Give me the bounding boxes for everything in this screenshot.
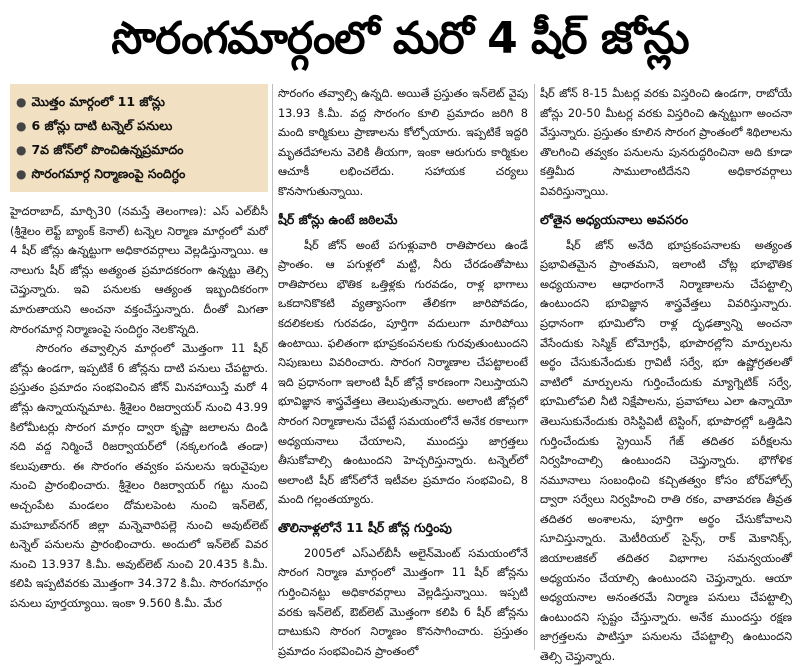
bullet-icon: ● <box>16 167 27 181</box>
paragraph: 2005లో ఎస్ఎల్‌బీసీ అలైన్‌మెంట్ సమయంలోనే సొరంగ నిర్మాణ మార్గంలో మొత్తంగా 11 షీర్ జోన్లను గుర్తించినట్టు అధికారవర్గాలు వెల్లడిస్తున్నాయి. ఇప్పటి వరకు ఇన్‌లెట్, ఔట్‌లెట్ మొత్తంగా కలిపి 6 షీర్ జోన్లను దాటుకుని సొరంగ నిర్మాణం కొనసాగించారు. ప్రస్తుతం ప్రమాదం సంభవించిన ప్రాంతంలో <box>278 546 528 658</box>
bullet-icon: ● <box>16 143 27 157</box>
headline: సొరంగమార్గంలో మరో 4 షీర్ జోన్లు <box>111 13 689 64</box>
highlight-item: ● మొత్తం మార్గంలో 11 జోన్లు <box>16 90 262 114</box>
paragraph: షీర్ జోన్ 8-15 మీటర్ల వరకు విస్తరించి ఉండగా, రాబోయే జోన్లు 20-50 మీటర్ల వరకు విస్తరించి ఉన్నట్టుగా అంచనా వేస్తున్నారు. ప్రస్తుతం కూలిన సొరంగ ప్రాంతంలో శిథిలాలను తొలగించి తవ్వకం పనులను పునరుద్ధరించినా అది కూడా కత్తిమీద సాములాంటిదేనని అధికారవర్గాలు వివరిస్తున్నాయి. <box>540 87 792 198</box>
paragraph: షీర్ జోన్ అనేది భూప్రకంపనాలకు అత్యంత ప్రభావితమైన ప్రాంతమని, ఇలాంటి చోట్ల భూభౌతిక అధ్యయనాల ఆధారంగానే నిర్మాణాలను చేపట్టాల్సి ఉంటుందని భూవిజ్ఞాన శాస్త్రవేత్తలు వివరిస్తున్నారు. ప్రధానంగా భూమిలోని రాళ్ల దృఢత్వాన్ని అంచనా వేసేందుకు సెస్మిక్ టోమోగ్రఫీ, భూపొరల్లోని మార్పులను అర్థం చేసుకునేందుకు గ్రావిటీ సర్వే, భూ ఉష్ణోగ్రతలతో వాటిలో మార్పులను గుర్తించేందుకు మ్యాగ్నెటిక్ సర్వే, భూమిలోపలి నీటి నిక్షేపాలను, ప్రవాహాలు ఎలా ఉన్నాయో తెలుసుకునేందుకు రెసిస్టివిటీ టెస్టింగ్, భూపొరల్లో ఒత్తిడిని గుర్తించేందుకు స్ట్రెయిన్ గేజ్ తదితర పరీక్షలను నిర్వహించాల్సి ఉంటుందని చెప్తున్నారు. భౌగోళిక నమూనాలు సంబంధించి కచ్చితత్వం కోసం బోర్‌హోల్స్ ద్వారా సర్వేలు నిర్వహించి రాతి రకం, వాతావరణ తీవ్రత తదితర అంశాలను, పూర్తిగా అర్థం చేసుకోవాలని సూచిస్తున్నారు. మెటీరియల్ సైన్స్, రాక్ మెకానిక్స్, జియాలజికల్ తదితర విభాగాల సమన్వయంతో అధ్యయనం చేయాల్సి ఉంటుందని చెప్తున్నారు. ఆయా అధ్యయనాల అనంతరమే నిర్మాణ పనులు చేపట్టాల్సి ఉంటుందని స్పష్టం చేస్తున్నారు. అనేక ముందస్తు రక్షణ జాగ్రత్తలను పాటిస్తూ పనులను చేపట్టాల్సి ఉంటుందని తెల్సి చెప్తున్నారు. <box>540 238 792 664</box>
subheading: తొలినాళ్లలోనే 11 షీర్ జోన్ల గుర్తింపు <box>278 519 452 535</box>
paragraph: షీర్ జోన్ అంటే పగుళ్లువారి రాతిపొరలు ఉండే ప్రాంతం. ఆ పగుళ్లలో మట్టి, నీరు చేరడంతోపాటు రాతిపొరలు భౌతిక ఒత్తిళ్లకు గురవడం, రాళ్ల భాగాలు ఒకదానికొకటి వ్యత్యాసంగా తేలికగా జారిపోవడం, కదలికలకు గురవడం, పూర్తిగా వదులుగా మారిపోయి ఉంటాయి. ఫలితంగా భూప్రకంపనలకు గురవుతుంటుందని నిపుణులు వివరించారు. సొరంగ నిర్మాణాల చేపట్టాలంటే ఇది ప్రధానంగా ఇలాంటి షీర్ జోన్లే కారణంగా నిలుస్తాయని భూవిజ్ఞాన శాస్త్రవేత్తలు తెలుపుతున్నారు. అలాంటి జోన్లలో సొరంగ నిర్మాణాలను చేపట్టే సమయంలోనే అనేక రకాలుగా అధ్యయనాలు చేయాలని, ముందస్తు జాగ్రత్తలు తీసుకోవాల్సి ఉంటుందని హెచ్చరిస్తున్నారు. టన్నెల్‌లో అలాంటి షీర్ జోన్‌లోనే ఇటీవల ప్రమాదం సంభవించి, 8 మంది గల్లంతయ్యారు. <box>278 238 528 507</box>
highlights-box <box>10 84 268 192</box>
highlight-item: ● 7వ జోన్‌లో పొంచిఉన్నప్రమాదం <box>16 138 262 162</box>
article-column-2 <box>278 84 528 658</box>
article-column-3 <box>540 84 792 664</box>
paragraph: సొరంగం తవ్వాల్సి ఉన్నది. అయితే ప్రస్తుతం ఇన్‌లెట్ వైపు 13.93 కి.మీ. వద్ద సొరంగం కూలి ప్రమాదం జరిగి 8 మంది కార్మికులు ప్రాణాలను కోల్పోయారు. ఇప్పటికే ఇద్దరి మృతదేహాలను వెలికి తీయగా, ఇంకా ఆరుగురు కార్మికుల ఆచూకీ లభించలేదు. సహాయక చర్యలు కొనసాగుతున్నాయి. <box>278 87 528 198</box>
bullet-icon: ● <box>16 119 27 133</box>
subheading: షీర్ జోన్లు ఉంటే జఠిలమే <box>278 211 398 227</box>
column-divider <box>534 84 535 650</box>
paragraph: హైదరాబాద్, మార్చి30 (నమస్తే తెలంగాణ): ఎస్ ఎల్‌బీసీ (శ్రీశైలం లెఫ్ట్ బ్యాంక్ కెనాల్) టన్నెల నిర్మాణ మార్గంలో మరో 4 షీర్ జోన్లు ఉన్నట్టుగా అధికారవర్గాలు వెల్లడిస్తున్నాయి. ఆ నాలుగు షీర్ జోన్లు అత్యంత ప్రమాదకరంగా ఉన్నట్టు తెల్సి చెప్తున్నారు. ఇవి పనులకు ఆత్యంత ఇబ్బందికరంగా మారుతాయని అంచనా వక్తంచేస్తున్నారు. దీంతో మిగతా సొరంగమార్గ నిర్మాణంపై సందిగ్ధం నెలకొన్నది. <box>10 205 268 336</box>
paragraph: సొరంగం తవ్వాల్సిన మార్గంలో మొత్తంగా 11 షీర్ జోన్లు ఉండగా, ఇప్పటికే 6 జోన్లను దాటి పనులు చేపట్టారు. ప్రస్తుతం ప్రమాదం సంభవించిన జోన్ మినహాయిస్తే మరో 4 జోన్లు ఉన్నాయన్నమాట. శ్రీశైలం రిజర్వాయర్ నుంచి 43.99 కిలోమీటర్లు సొరంగ మార్గం ద్వారా కృష్ణా జలాలను దిండి నది వద్ద నిర్మించే రిజర్వాయర్‌లో (నక్కలగండి తండా) కలుపుతారు. ఈ సొరంగం తవ్వకం పనులను ఇరువైపుల నుంచి ప్రారంభించారు. శ్రీశైలం రిజర్వాయర్ గట్టు నుంచి అచ్చంపేట మండలం దోమలపెంట నుంచి ఇన్‌లెట్, మహబూబ్‌నగర్ జిల్లా మన్నెవారిపల్లె నుంచి అవుట్‌లెట్ టన్నెల్ పనులను ప్రారంభించారు. అందులో ఇన్‌లెట్ వివర నుంచి 13.937 కి.మీ. అవుట్‌లెట్ నుంచి 20.435 కి.మీ. కలిపి ఇప్పటివరకు మొత్తంగా 34.372 కి.మీ. సొరంగమార్గం పనులు పూర్తయ్యాయి. ఇంకా 9.560 కి.మీ. మేర <box>10 342 268 610</box>
article-column-1 <box>10 84 268 654</box>
bullet-icon: ● <box>16 95 27 109</box>
highlight-item: ● సొరంగమార్గ నిర్మాణంపై సందిగ్ధం <box>16 162 262 186</box>
subheading: లోతైన అధ్యయనాలు అవసరం <box>540 211 689 227</box>
highlight-item: ● 6 జోన్లు దాటి టన్నెల్ పనులు <box>16 114 262 138</box>
column-divider <box>272 84 273 650</box>
